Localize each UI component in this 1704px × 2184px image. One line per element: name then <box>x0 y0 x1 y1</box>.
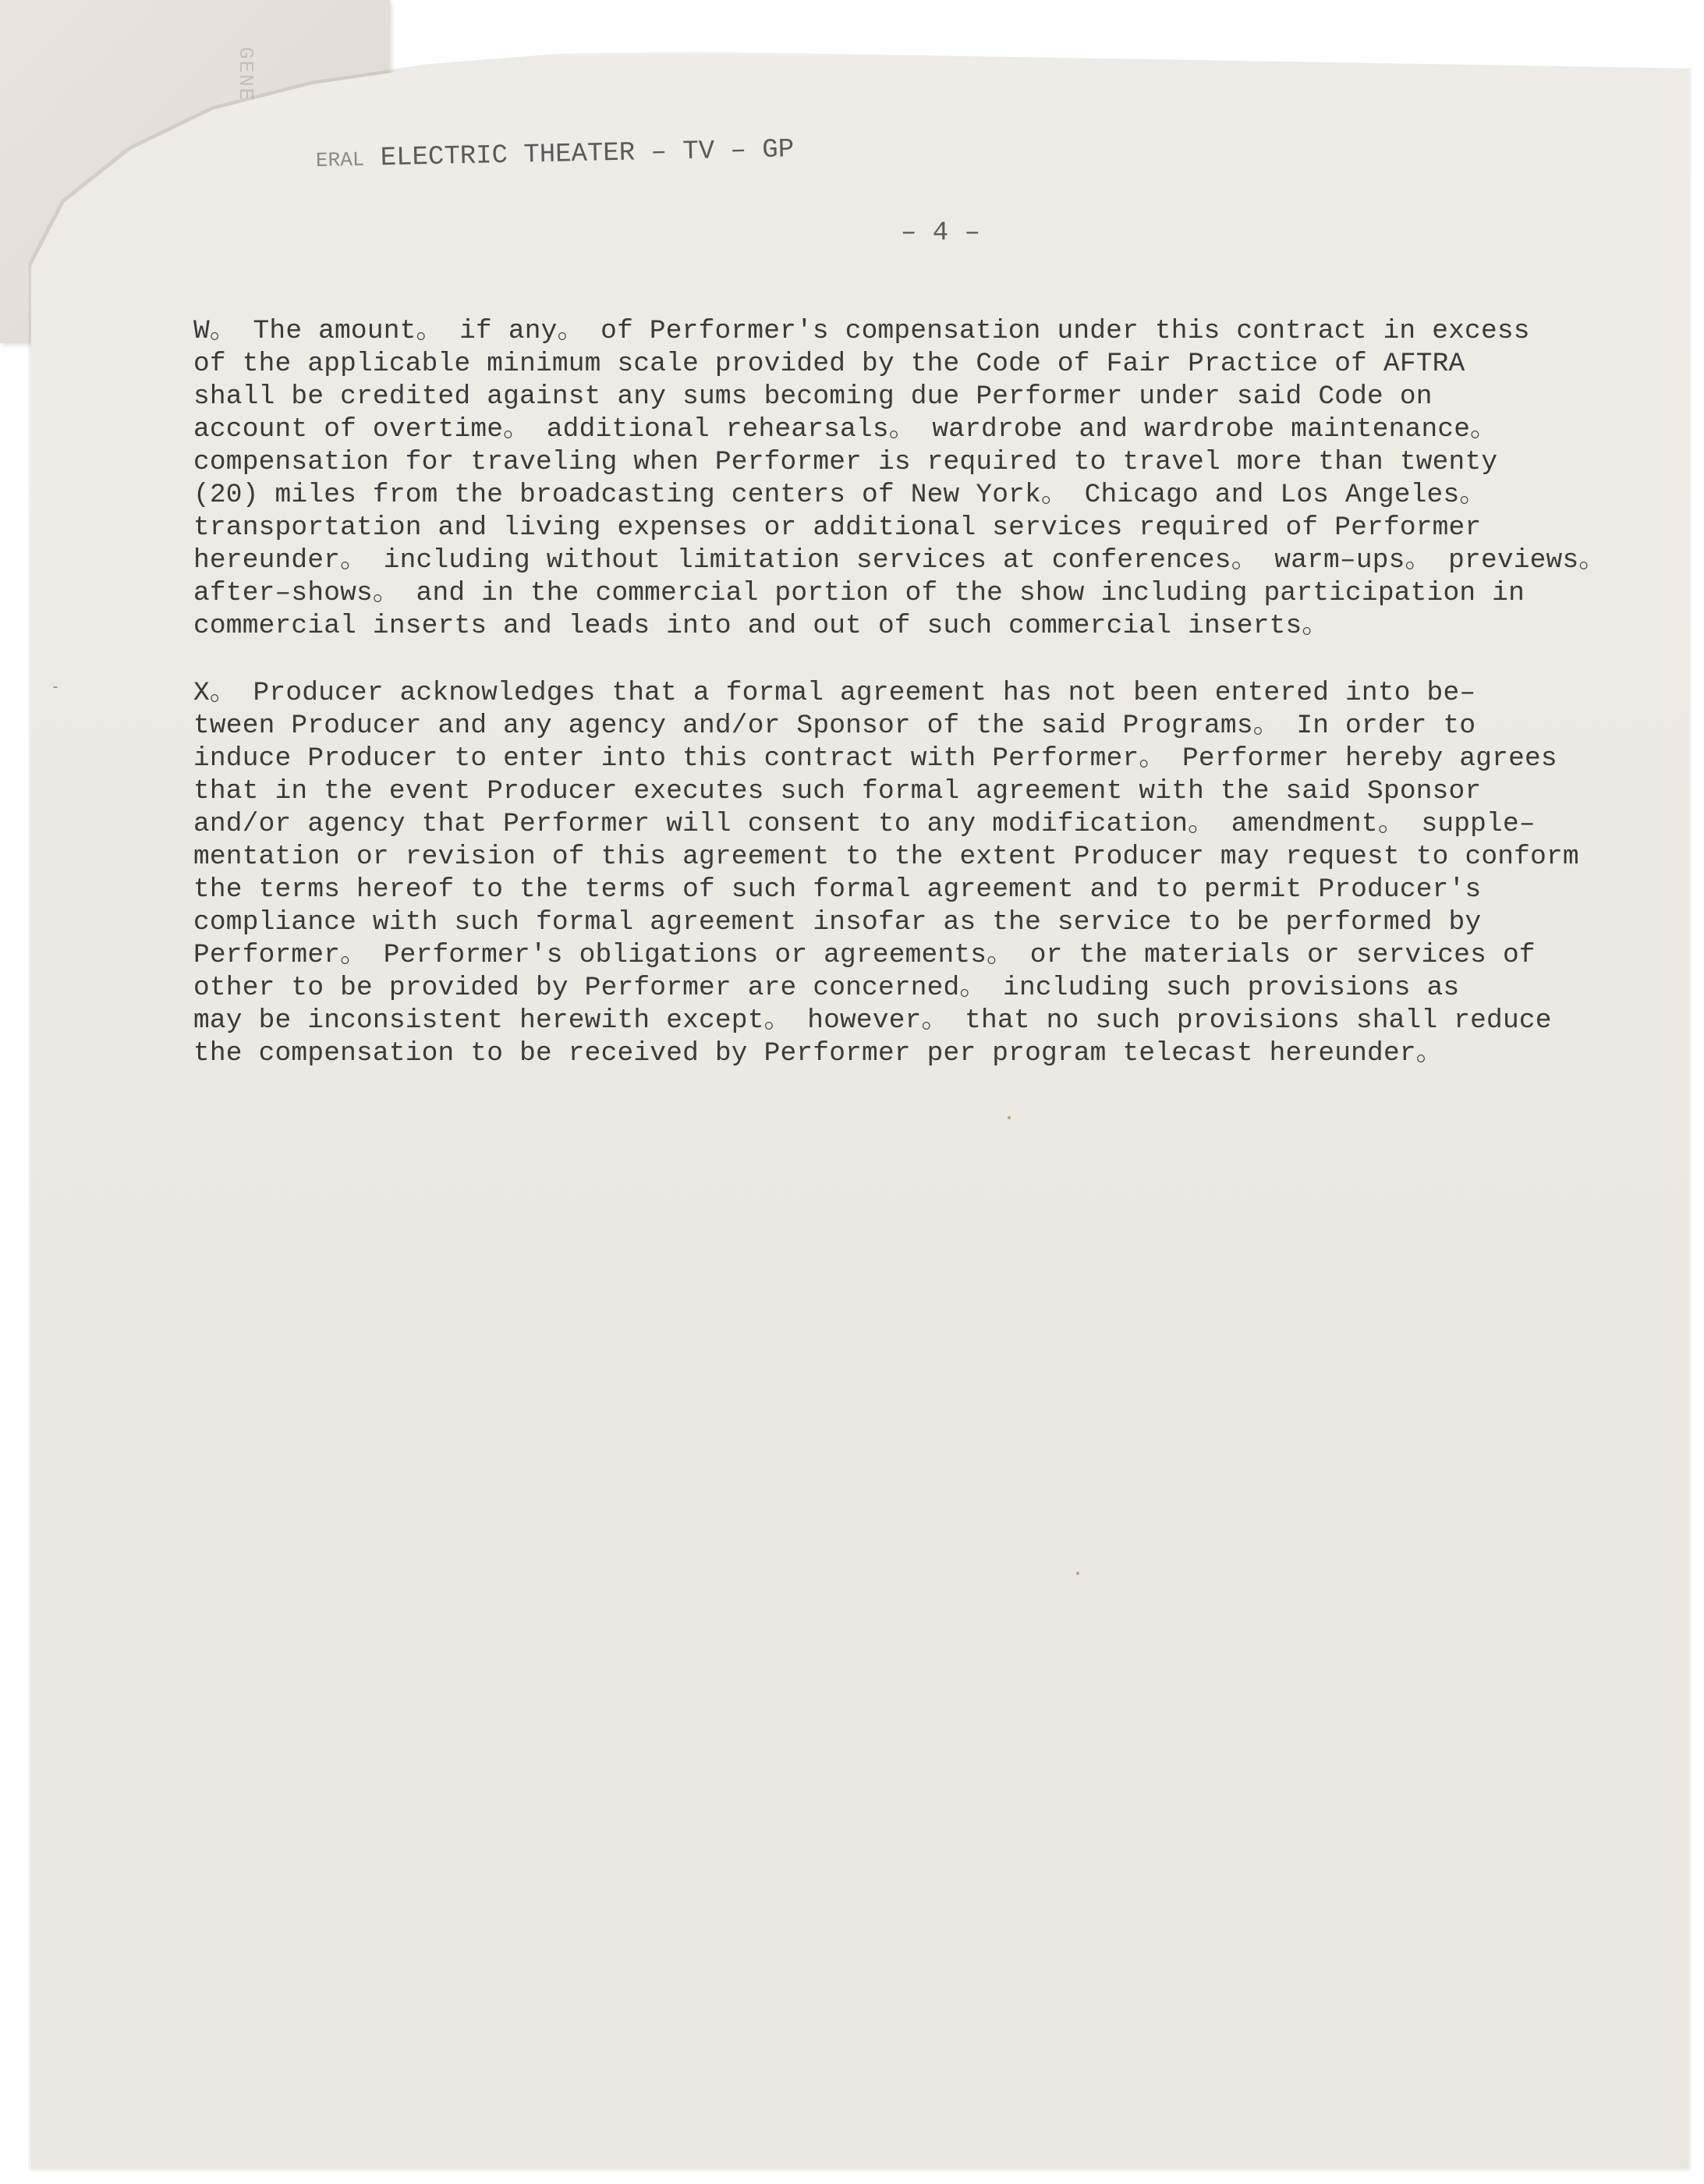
header-title: ELECTRIC THEATER – TV – GP <box>380 135 795 174</box>
paragraph-line: shall be credited against any sums becoming due Performer under said Code on <box>193 381 1433 412</box>
paragraph-w <box>193 315 1607 643</box>
paragraph-line: mentation or revision of this agreement to the extent Producer may request to conform <box>193 842 1579 872</box>
paper-mark <box>53 686 58 688</box>
paragraph-line: the compensation to be received by Performer per program telecast hereunder。 <box>193 1038 1444 1069</box>
paragraph-line: induce Producer to enter into this contract with Performer。 Performer hereby agrees <box>193 743 1557 774</box>
page-number: – 4 – <box>901 218 981 248</box>
paragraph-line: after–shows。 and in the commercial portion of the show including participation in <box>193 578 1525 608</box>
paragraph-line: and/or agency that Performer will consent to any modification。 amendment。 supple– <box>193 809 1536 839</box>
paragraph-x <box>193 677 1579 1070</box>
paragraph-line: X。 Producer acknowledges that a formal agreement has not been entered into be– <box>193 678 1476 708</box>
header-faded-prefix: ERAL <box>315 147 365 172</box>
paragraph-line: transportation and living expenses or additional services required of Performer <box>193 512 1482 543</box>
paragraph-line: of the applicable minimum scale provided by the Code of Fair Practice of AFTRA <box>193 349 1465 379</box>
paragraph-line: compensation for traveling when Performer is required to travel more than twenty <box>193 447 1498 477</box>
paragraph-line: that in the event Producer executes such formal agreement with the said Sponsor <box>193 776 1482 807</box>
paragraph-line: may be inconsistent herewith except。 however。 that no such provisions shall reduce <box>193 1005 1552 1036</box>
paragraph-line: commercial inserts and leads into and out of such commercial inserts。 <box>193 611 1330 641</box>
paragraph-line: compliance with such formal agreement insofar as the service to be performed by <box>193 907 1482 938</box>
paragraph-line: W。 The amount。 if any。 of Performer's compensation under this contract in excess <box>193 316 1530 346</box>
paper-speck <box>1076 1572 1079 1575</box>
paragraph-line: account of overtime。 additional rehearsals。 wardrobe and wardrobe maintenance。 <box>193 414 1497 445</box>
paragraph-line: Performer。 Performer's obligations or agreements。 or the materials or services of <box>193 940 1536 970</box>
paragraph-line: tween Producer and any agency and/or Sponsor of the said Programs。 In order to <box>193 711 1476 741</box>
paragraph-line: (20) miles from the broadcasting centers of New York。 Chicago and Los Angeles。 <box>193 480 1487 510</box>
paragraph-line: other to be provided by Performer are concerned。 including such provisions as <box>193 973 1460 1003</box>
paragraph-line: hereunder。 including without limitation services at conferences。 warm–ups。 previews。 <box>193 545 1607 576</box>
paragraph-line: the terms hereof to the terms of such formal agreement and to permit Producer's <box>193 874 1482 905</box>
paper-speck <box>1008 1116 1011 1119</box>
